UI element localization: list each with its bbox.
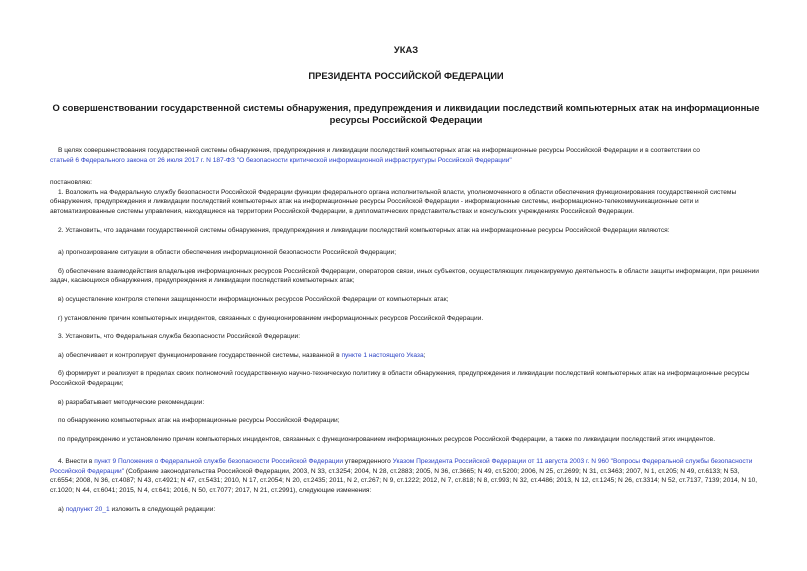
paragraph-3v: в) разрабатывает методические рекомендации: bbox=[58, 398, 205, 406]
issuer-title: ПРЕЗИДЕНТА РОССИЙСКОЙ ФЕДЕРАЦИИ bbox=[308, 70, 504, 81]
paragraph-3a-tail: ; bbox=[423, 351, 426, 359]
paragraph-4-text-1: 4. Внести в bbox=[58, 458, 93, 466]
paragraph-4a-text: а) bbox=[58, 505, 64, 513]
paragraph-4-text-3: (Собрание законодательства Российской Федерации, 2003, N 33, ст.3254; 2004, N 28, ст.2883; 2005, N 36, ст.3665; N 49, ст.5200; 2006, N 25, ст.2699; N 31, ст.3463; 2007, N 1, ст.205; N 49, ст.6133; N 53, ст.6554; 2008, N 36, ст.4087; N 43, ст.4921; N 47, ст.5431; 2010, N 17, ст.2054; N 20, ст.2435; 2011, N 2, ст.267; N 9, ст.1222; 2012, N 7, ст.818; N 8, ст.993; N 32, ст.4486; 2013, N 12, ст.1245; N 26, ст.3314; N 52, ст.7137, 7139; 2014, N 10, ст.1020; N 44, ст.6041; 2015, N 4, ст.641; 2016, N 50, ст.7077; 2017, N 21, ст.2991), следующие изменения: bbox=[50, 467, 758, 495]
paragraph-3a bbox=[50, 351, 762, 361]
point-1-link[interactable]: пункте 1 настоящего Указа bbox=[341, 351, 424, 359]
paragraph-4-text-2: утвержденного bbox=[344, 458, 391, 466]
paragraph-2a: а) прогнозирование ситуации в области обеспечения информационной безопасности Российской Федерации; bbox=[58, 249, 397, 257]
subpoint-20-1-link[interactable]: подпункт 20_1 bbox=[65, 505, 110, 513]
paragraph-2v: в) осуществление контроля степени защищенности информационных ресурсов Российской Федерации от компьютерных атак; bbox=[58, 295, 449, 303]
intro-paragraph bbox=[50, 146, 762, 165]
paragraph-3v-1: по обнаружению компьютерных атак на информационные ресурсы Российской Федерации; bbox=[58, 417, 340, 425]
paragraph-2b: б) обеспечение взаимодействия владельцев информационных ресурсов Российской Федерации, операторов связи, иных субъектов, осуществляющих лицензируемую деятельность в области защиты информации, при решении задач, касающихся обнаружения, предупреждения и ликвидации последствий компьютерных атак; bbox=[50, 267, 759, 285]
paragraph-4 bbox=[50, 457, 762, 495]
fsb-questions-link[interactable]: "Вопросы Федеральной службы безопасности Российской Федерации" bbox=[50, 458, 753, 475]
paragraph-1: 1. Возложить на Федеральную службу безопасности Российской Федерации функции федерального органа исполнительной власти, уполномоченного в области обеспечения функционирования государственной системы обнаружения, предупреждения и ликвидации последствий компьютерных атак на информационные ресурсы Российской Федерации - информационные системы, информационно-телекоммуникационные сети и автоматизированные системы управления, находящиеся на территории Российской Федерации, в дипломатических представительствах и консульских учреждениях Российской Федерации. bbox=[50, 188, 737, 215]
paragraph-4a-tail: изложить в следующей редакции: bbox=[111, 505, 216, 513]
paragraph-3v-2: по предупреждению и установлению причин компьютерных инцидентов, связанных с функционированием информационных ресурсов Российской Федерации, а также по ликвидации последствий этих инцидентов. bbox=[58, 435, 716, 443]
fsb-regulation-link[interactable]: пункт 9 Положения о Федеральной службе безопасности Российской Федерации bbox=[94, 458, 344, 466]
doc-type-title: УКАЗ bbox=[393, 44, 419, 55]
paragraph-2g: г) установление причин компьютерных инцидентов, связанных с функционированием информационных ресурсов Российской Федерации. bbox=[58, 314, 484, 322]
paragraph-3b: б) формирует и реализует в пределах своих полномочий государственную научно-техническую политику в области обнаружения, предупреждения и ликвидации последствий компьютерных атак на информационные ресурсы Российской Федерации; bbox=[50, 370, 750, 387]
decree-subject-title: О совершенствовании государственной системы обнаружения, предупреждения и ликвидации последствий компьютерных атак на информационные ресурсы Российской Федерации bbox=[52, 102, 760, 125]
intro-law-link[interactable]: статьей 6 Федерального закона от 26 июля 2017 г. N 187-ФЗ "О безопасности критической информационной инфраструктуры Российской Федерации" bbox=[50, 156, 512, 164]
paragraph-3: 3. Установить, что Федеральная служба безопасности Российской Федерации: bbox=[58, 333, 301, 341]
paragraph-4a bbox=[50, 505, 762, 515]
paragraph-2: 2. Установить, что задачами государственной системы обнаружения, предупреждения и ликвидации последствий компьютерных атак на информационные ресурсы Российской Федерации являются: bbox=[58, 226, 670, 234]
presidential-decree-link[interactable]: Указом Президента Российской Федерации от 11 августа 2003 г. N 960 bbox=[392, 458, 609, 466]
decree-word: постановляю: bbox=[50, 179, 93, 187]
intro-text: В целях совершенствования государственной системы обнаружения, предупреждения и ликвидации последствий компьютерных атак на информационные ресурсы Российской Федерации и в соответствии со bbox=[58, 147, 700, 154]
paragraph-3a-text: а) обеспечивает и контролирует функционирование государственной системы, названной в bbox=[58, 351, 340, 359]
